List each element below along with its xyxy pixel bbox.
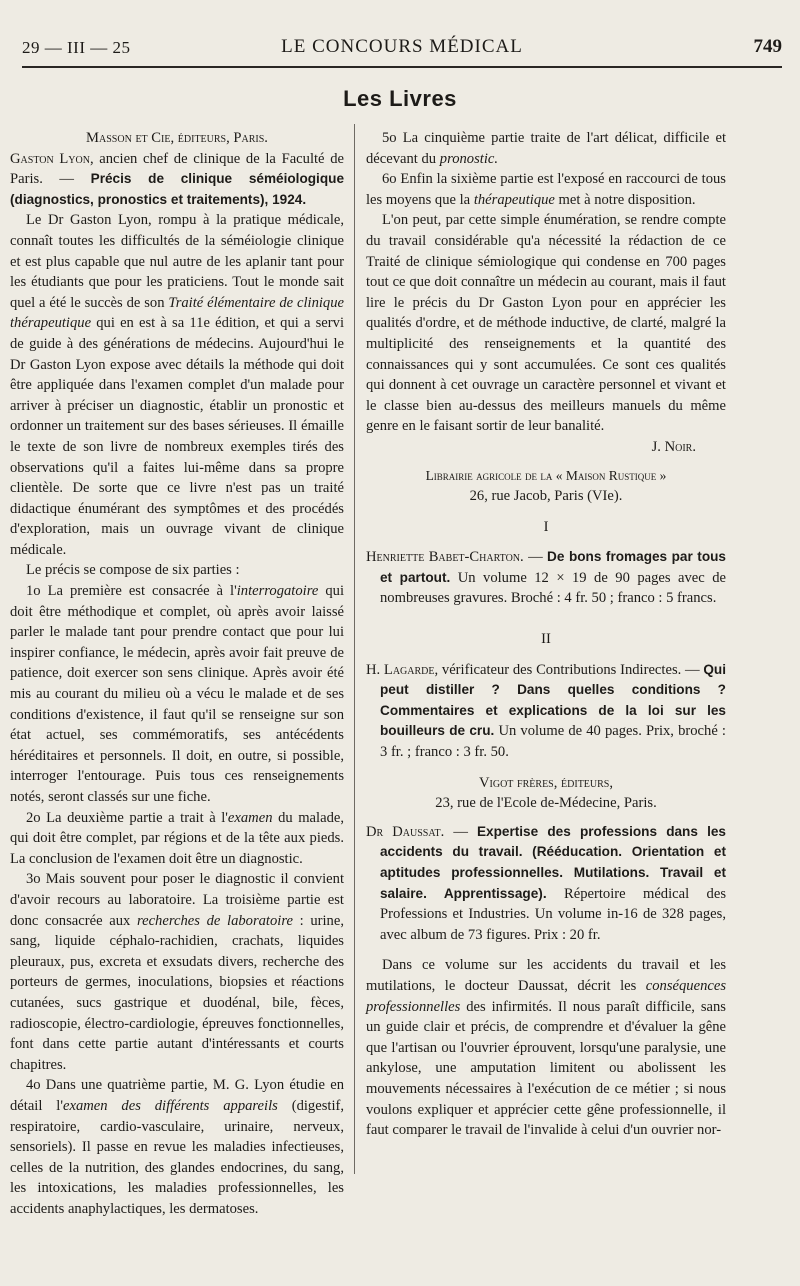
publisher-masson: Masson et Cie, éditeurs, Paris. [86, 130, 268, 146]
publisher-vigot: Vigot frères, éditeurs, [478, 774, 614, 791]
book-entry-lagarde: H. Lagarde, vérificateur des Contributions Indirectes. — Qui peut distiller ? Dans quelles conditions ? Commentaires et explications de la loi sur les bouilleurs de cru. Un volume de 40 pages. Prix, broché : 3 fr. ; franco : 3 fr. 50. [366, 661, 727, 761]
journal-title: LE CONCOURS MÉDICAL [281, 36, 523, 57]
book-author-desc: ancien chef de clinique de la Faculté de Paris. — [10, 150, 344, 188]
review-paragraph: Dans ce volume sur les accidents du travail et les mutilations, le docteur Daussat, décrit les conséquences professionnelles des infirmités. Il nous paraît difficile, sans un guide clair et précis, de comprendre et d'évaluer la gêne que l'artisan ou l'ouvrier éprouvent, lorsqu'une paralysie, une ankylose, une amputation limitent ou abolissent les mouvements nécessaires à l'exécution de ce métier ; si nous voulons expliquer et apprécier cette gêne professionnelle, il faut comparer le travail de l'invalide à celui d'un ouvrier nor- [366, 957, 726, 1139]
review-paragraph: Le précis se compose de six parties : [26, 562, 240, 579]
publisher-address: 26, rue Jacob, Paris (VIe). [469, 488, 623, 505]
running-header [22, 36, 782, 68]
right-column [366, 128, 726, 1141]
review-paragraph: 4o Dans une quatrième partie, M. G. Lyon étudie en détail l'examen des différents appareils (digestif, respiratoire, cardio-vasculaire, urinaire, nerveux, sensoriels). Il passe en revue les maladies infectieuses, celles de la nutrition, des glandes endocrines, du sang, les intoxications, les maladies professionnelles, les accidents anaphylactiques, les dermatoses. [10, 1077, 345, 1217]
book-entry-daussat: Dr Daussat. — Expertise des professions dans les accidents du travail. (Rééducation. Orientation et aptitudes professionnelles. Mutilations. Travail et salaire. Apprentissage). Répertoire médical des Professions et Industries. Un volume in-16 de 328 pages, avec album de 73 figures. Prix : 20 fr. [366, 823, 726, 943]
publisher-librairie: Librairie agricole de la « Maison Rustique » [425, 467, 667, 483]
publisher-address: 23, rue de l'Ecole de-Médecine, Paris. [435, 795, 657, 812]
review-paragraph: 6o Enfin la sixième partie est l'exposé en raccourci de tous les moyens que la thérapeutique met à notre disposition. [366, 171, 726, 208]
book-title: Précis de clinique séméiologique (diagnostics, pronostics et traitements), 1924. [10, 171, 345, 207]
review-paragraph: Le Dr Gaston Lyon, rompu à la pratique médicale, connaît toutes les difficultés de la séméiologie clinique et est plus capable que nul autre de les aplanir tant pour les étudiants que pour les praticiens. Tout le monde sait quel a été le succès de son Traité élémentaire de clinique thérapeutique qui en est à sa 11e édition, et qui a servi de guide à des générations de médecins. Aujourd'hui le Dr Gaston Lyon expose avec détails la méthode qui doit être appliquée dans l'examen complet d'un malade pour arriver à préciser un diagnostic, établir un pronostic et ordonner un traitement sur des bases sérieuses. Il émaille le texte de son livre de nombreux exemples tirés des observations qu'il a faites lui-même dans sa propre clientèle. De sorte que ce livre n'est pas un traité didactique énumérant des symptômes et des procédés d'exploration, mais un ouvrage vivant de clinique médicale. [10, 212, 345, 558]
review-paragraph: 1o La première est consacrée à l'interrogatoire qui doit être méthodique et complet, où après avoir laissé parler le malade tant pour prendre contact que pour lui inspirer confiance, le médecin, après avoir fait preuve de patience, doit exercer son sens clinique. Après avoir été mis au courant du milieu où a vécu le malade et de ses conditions d'existence, il faut qu'il se renseigne sur son état actuel, ses commémoratifs, ses antécédents héréditaires et personnels. Il doit, en outre, si possible, interroger l'entourage. Puis tous ces renseignements notés, seront classés sur une fiche. [10, 583, 344, 805]
page-number: 749 [753, 36, 782, 57]
review-paragraph: 2o La deuxième partie a trait à l'examen du malade, qui doit être complet, par régions et de la tête aux pieds. La conclusion de l'examen doit être un diagnostic. [10, 809, 344, 867]
issue-date: 29 — III — 25 [22, 38, 131, 57]
section-number: I [543, 518, 549, 535]
review-signature: J. Noir. [651, 438, 696, 455]
section-number: II [541, 631, 551, 648]
column-divider [354, 124, 355, 1174]
left-column [10, 128, 344, 1219]
review-paragraph: 5o La cinquième partie traite de l'art délicat, difficile et décevant du pronostic. [366, 130, 726, 167]
book-entry-lyon [10, 149, 344, 211]
book-author: Gaston Lyon, [10, 150, 94, 167]
review-paragraph: 3o Mais souvent pour poser le diagnostic il convient d'avoir recours au laboratoire. La troisième partie est donc consacrée aux recherches de laboratoire : urine, sang, liquide céphalo-rachidien, crachats, liquides pleuraux, pus, excreta et exsudats divers, recherche des porteurs de germes, inoculations, biopsies et réactions cutanées, sucs gastrique et duodénal, bile, fèces, radioscopie, électro-cardiologie, épreuves fonctionnelles, font dans cette partie autant d'intéressants et courts chapitres. [10, 871, 344, 1073]
book-entry-babet-charton: Henriette Babet-Charton. — De bons fromages par tous et partout. Un volume 12 × 19 de 90 pages avec de nombreuses gravures. Broché : 4 fr. 50 ; franco : 5 francs. [366, 549, 726, 607]
section-title: Les Livres [343, 86, 457, 111]
review-paragraph: L'on peut, par cette simple énumération, se rendre compte du travail considérable qu'a nécessité la rédaction de ce Traité de clinique sémiologique qui condense en 700 pages tout ce que doit connaître un médecin au courant, mais il faut lire le précis du Dr Gaston Lyon pour en apprécier les qualités d'ordre, et de méthode inductive, de clarté, malgré la multiplicité des renseignements et la quantité des connaissances qui y sont accumulées. Ce sont ces qualités qui donnent à cet ouvrage un caractère personnel et vivant et le classe bien au-dessus des meilleurs manuels du même genre en le faisant sortir de leur banalité. [366, 212, 726, 435]
